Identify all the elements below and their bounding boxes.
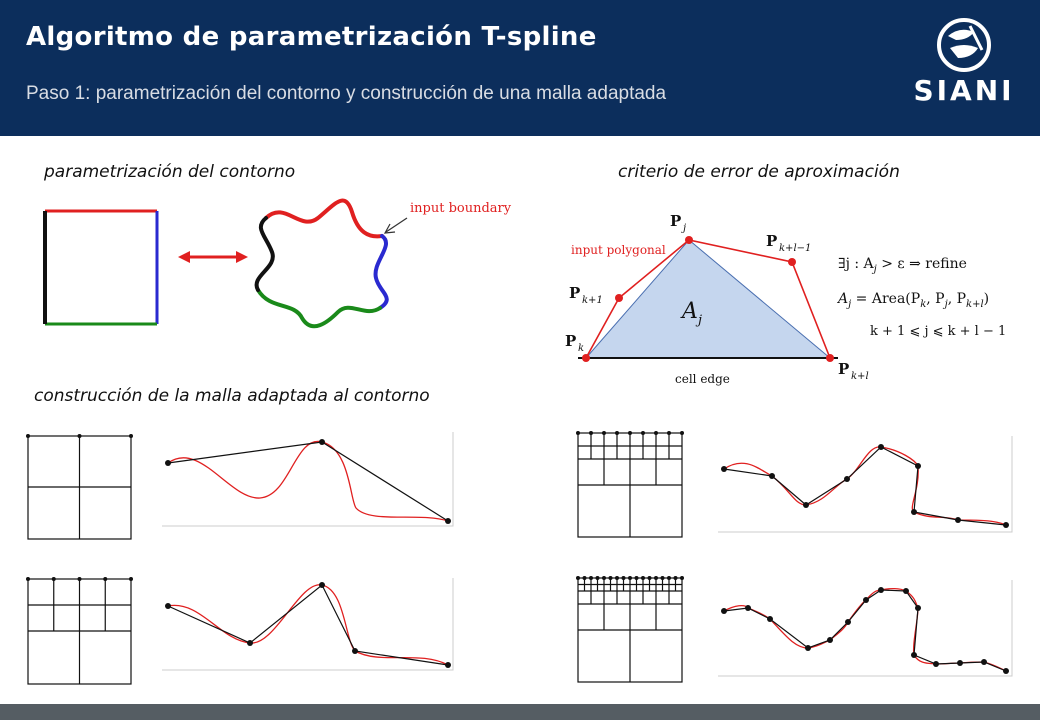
section-title-error: criterio de error de aproximación — [618, 162, 900, 182]
formula-area-sub: j — [848, 299, 852, 310]
formula-area-tail: = Area(P — [851, 291, 921, 307]
point-pkl1 — [788, 258, 796, 266]
mesh-level-2 — [28, 579, 131, 684]
mesh-level-3 — [578, 433, 682, 537]
label-pkl1-sub: k+l−1 — [779, 243, 812, 254]
input-boundary-curve — [257, 201, 387, 327]
input-boundary-pointer-icon — [385, 218, 407, 233]
footer-bar — [0, 704, 1040, 720]
curve-fit-panel-4 — [718, 580, 1012, 676]
curve-fit-panel-1 — [162, 432, 453, 526]
curve-fit-panel-3 — [718, 436, 1012, 532]
mapping-arrow-icon — [178, 251, 248, 263]
curve-fit-panel-2 — [162, 578, 453, 670]
point-pkl — [826, 354, 834, 362]
input-boundary-label: input boundary — [410, 201, 512, 216]
cell-edge-label: cell edge — [675, 372, 730, 386]
section-title-contour: parametrización del contorno — [44, 162, 296, 182]
formula-refine — [838, 256, 967, 275]
page-title: Algoritmo de parametrización T-spline — [26, 22, 597, 52]
area-label-sub: j — [698, 313, 703, 328]
formula-refine-tail: > ε ⇒ refine — [876, 256, 967, 272]
label-pkl1: P — [766, 232, 778, 250]
formula-area-head: A — [838, 291, 849, 307]
label-pj: P — [670, 212, 682, 230]
label-pk-sub: k — [578, 343, 585, 354]
point-pj — [685, 236, 693, 244]
label-pk1: P — [569, 284, 581, 302]
page-subtitle: Paso 1: parametrización del contorno y construcción de una malla adaptada — [26, 83, 667, 104]
mesh-level-4 — [578, 578, 682, 682]
formula-range: k + 1 ⩽ j ⩽ k + l − 1 — [870, 324, 1007, 339]
label-pkl-sub: k+l — [851, 371, 869, 382]
point-pk1 — [615, 294, 623, 302]
formula-area-kl: k+l — [966, 299, 984, 310]
formula-area: $A_j$ = $Area(P_k$, $P_j$, $P_{k+l}$) — [838, 291, 990, 310]
mesh-level-1 — [28, 436, 131, 539]
formula-refine-sub: j — [873, 264, 877, 275]
label-pk: P — [565, 332, 577, 350]
label-pk1-sub: k+1 — [582, 295, 603, 306]
input-polygonal-label: input polygonal — [571, 243, 666, 257]
section-title-mesh: construcción de la malla adaptada al contorno — [34, 386, 430, 406]
area-label: A — [682, 299, 698, 324]
formula-area-k: k — [920, 299, 927, 310]
label-pkl: P — [838, 360, 850, 378]
formula-refine-head: ∃j : A — [838, 256, 874, 272]
logo-text: SIANI — [913, 74, 1015, 107]
mesh-level-3-nodes — [576, 431, 684, 435]
formula-area-j: j — [944, 299, 948, 310]
label-pj-sub: j — [683, 223, 687, 234]
parametric-square — [45, 211, 157, 324]
point-pk — [582, 354, 590, 362]
mesh-level-4-nodes — [576, 576, 684, 580]
